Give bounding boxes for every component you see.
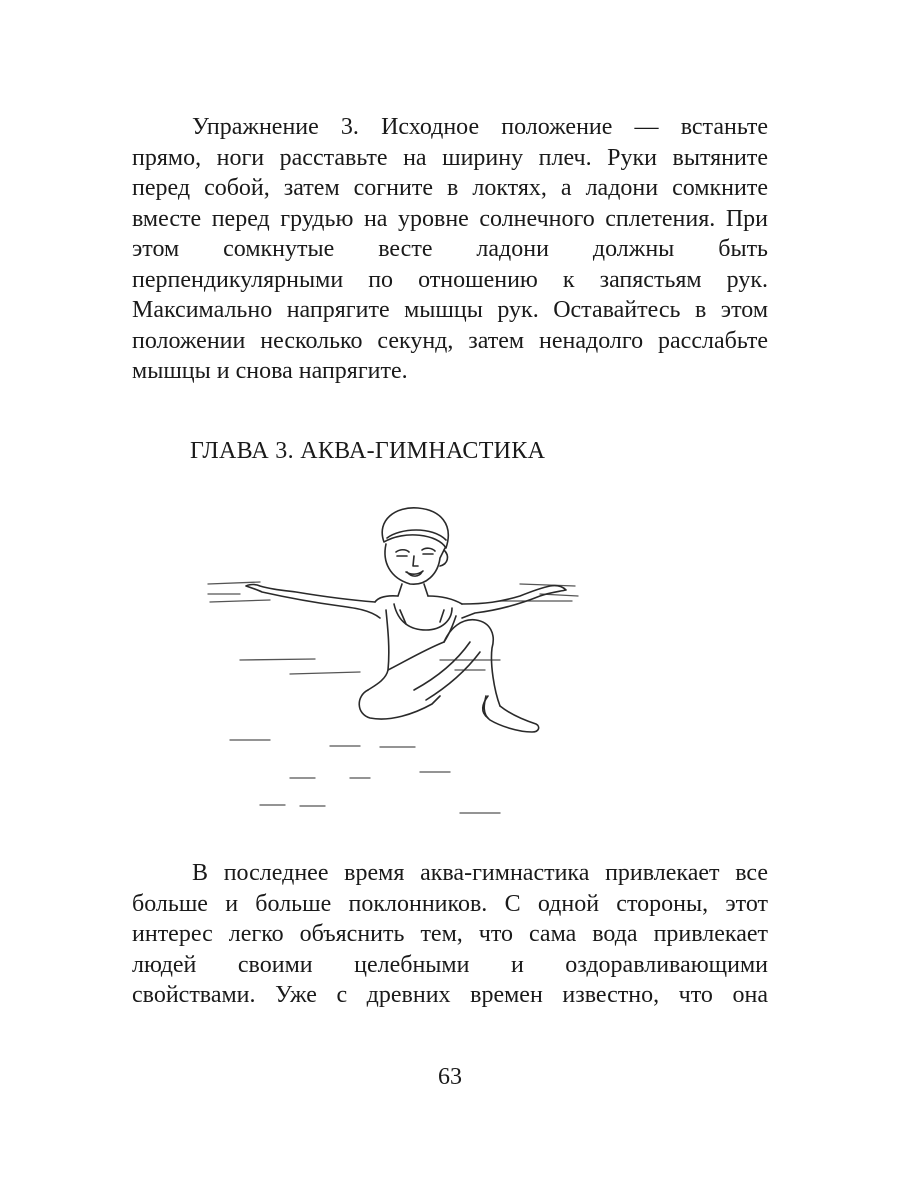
exercise-paragraph <box>132 112 768 387</box>
page-number: 63 <box>438 1064 462 1090</box>
body <box>246 584 566 732</box>
text-line: перед собой, затем согните в локтях, а ладони сомкните <box>132 175 768 201</box>
text-line: людей своими целебными и оздоравливающими <box>132 951 768 978</box>
text-line: В последнее время аква-гимнастика привлекает все <box>192 860 768 886</box>
chapter-heading: ГЛАВА 3. АКВА-ГИМНАСТИКА <box>190 438 546 464</box>
text-line: этом сомкнутые весте ладони должны быть <box>132 236 768 262</box>
text-line: больше и больше поклонников. С одной стороны, этот <box>132 890 768 917</box>
text-line: перпендикулярными по отношению к запястьям рук. <box>132 266 768 293</box>
text-line: Максимально напрягите мышцы рук. Оставайтесь в этом <box>132 297 768 323</box>
text-line: прямо, ноги расставьте на ширину плеч. Руки вытяните <box>132 144 768 171</box>
aqua-gymnastics-illustration <box>200 500 590 820</box>
head <box>382 508 448 584</box>
text-line: свойствами. Уже с древних времен известно, что она <box>132 982 768 1008</box>
intro-paragraph <box>132 858 768 1011</box>
text-line: вместе перед грудью на уровне солнечного сплетения. При <box>132 205 768 232</box>
text-line: положении несколько секунд, затем ненадолго расслабьте <box>132 327 768 354</box>
text-line: Упражнение 3. Исходное положение — встаньте <box>192 114 768 140</box>
water-lines <box>208 582 578 813</box>
text-line: интерес легко объяснить тем, что сама вода привлекает <box>132 921 768 947</box>
text-line: мышцы и снова напрягите. <box>132 358 408 384</box>
